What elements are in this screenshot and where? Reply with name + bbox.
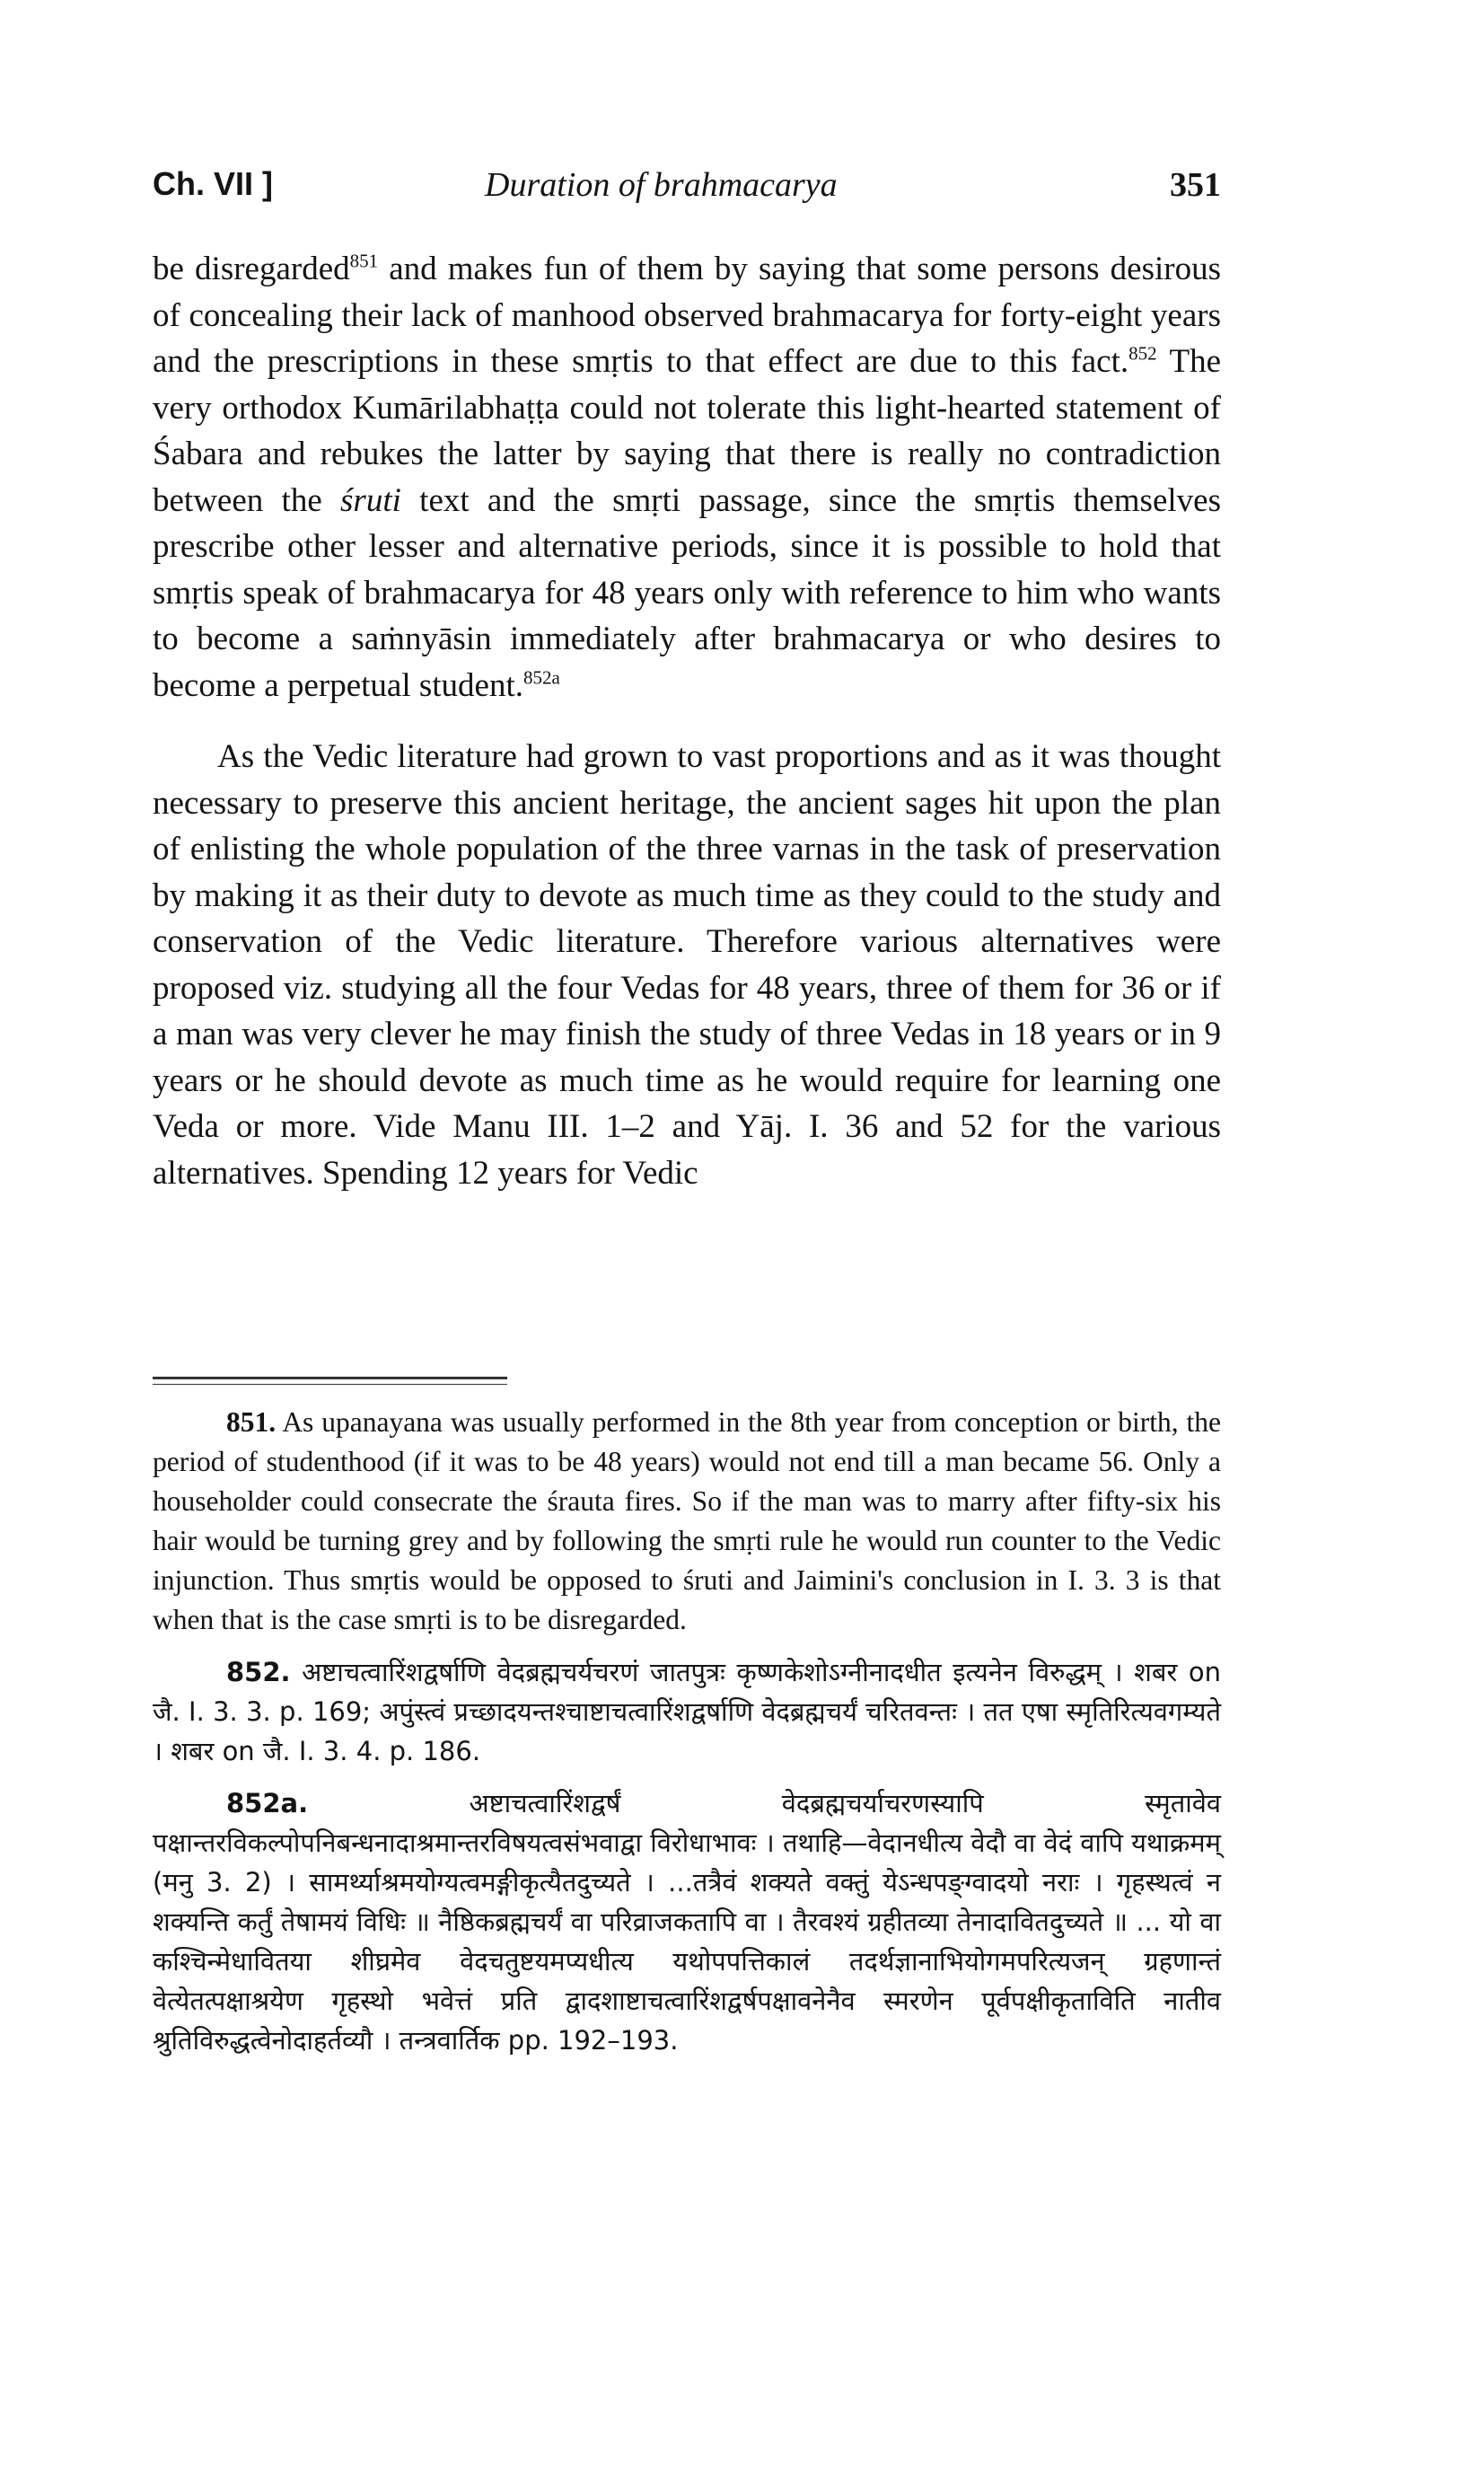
main-text — [153, 246, 1221, 1196]
footnote-852a — [153, 1783, 1221, 2060]
paragraph-2: As the Vedic literature had grown to vast proportions and as it was thought necessary to preserve this ancient heritage, the ancient sages hit upon the plan of enlisting the whole population of the three varnas in the task of preservation by making it as their duty to devote as much time as they could to the study and conservation of the Vedic literature. Therefore various alternatives were proposed viz. studying all the four Vedas for 48 years, three of them for 36 or if a man was very clever he may finish the study of three Vedas in 18 years or in 9 years or he should devote as much time as he would require for learning one Veda or more. Vide Manu III. 1–2 and Yāj. I. 36 and 52 for the various alternatives. Spending 12 years for Vedic — [153, 738, 1221, 1192]
paragraph-1-text-a: be disregarded — [153, 251, 350, 287]
footnote-852 — [153, 1652, 1221, 1771]
paragraph-1-text-b: and makes fun of them by saying that some persons desirous of concealing their lack of manhood observed brahmacarya for forty-eight years and the prescriptions in these smṛtis to that effect are due to this fact. — [153, 251, 1221, 380]
running-title: Duration of brahmacarya — [485, 166, 838, 204]
footnote-text: As upanayana was usually performed in the 8th year from conception or birth, the period of studenthood (if it was to be 48 years) would not end till a man became 56. Only a householder could consecrate the śrauta fires. So if the man was to marry after fifty-six his hair would be turning grey and by following the smṛti rule he would run counter to the Vedic injunction. Thus smṛtis would be opposed to śruti and Jaimini's conclusion in I. 3. 3 is that when that is the case smṛti is to be disregarded. — [153, 1406, 1221, 1635]
footnote-text: अष्टाचत्वारिंशद्वर्षं वेदब्रह्मचर्याचरणस्यापि स्मृतावेव पक्षान्तरविकल्पोपनिबन्धनादाश्रमान्तरविषयत्वसंभवाद्वा विरोधाभावः । तथाहि—वेदानधीत्य वेदौ वा वेदं वापि यथाक्रमम् (मनु 3. 2) । सामर्थ्याश्रमयोग्यत्वमङ्गीकृत्यैतदुच्यते । ...तत्रैवं शक्यते वक्तुं येऽन्धपङ्ग्वादयो नराः । गृहस्थत्वं न शक्यन्ति कर्तुं तेषामयं विधिः ॥ नैष्ठिकब्रह्मचर्यं वा परिव्राजकतापि वा । तैरवश्यं ग्रहीतव्या तेनादावितदुच्यते ॥ ... यो वा कश्चिन्मेधावितया शीघ्रमेव वेदचतुष्टयमप्यधीत्य यथोपपत्तिकालं तदर्थज्ञानाभियोगमपरित्यजन् ग्रहणान्तं वेत्येतत्पक्षाश्रयेण गृहस्थो भवेत्तं प्रति द्वादशाष्टाचत्वारिंशद्वर्षपक्षावनेनैव स्मरणेन पूर्वपक्षीकृताविति नातीव श्रुतिविरुद्धत्वेनोदाहर्तव्यौ । तन्त्रवार्तिक pp. 192–193. — [153, 1788, 1221, 2056]
chapter-label: Ch. VII ] — [153, 165, 273, 202]
footnotes — [153, 1403, 1221, 2073]
footnote-text: अष्टाचत्वारिंशद्वर्षाणि वेदब्रह्मचर्यचरणं जातपुत्रः कृष्णकेशोऽग्नीनादधीत इत्यनेन विरुद्धम् । शबर on जै. I. 3. 3. p. 169; अपुंस्त्वं प्रच्छादयन्तश्चाष्टाचत्वारिंशद्वर्षाणि वेदब्रह्मचर्यं चरितवन्तः । तत एषा स्मृतिरित्यवगम्यते । शबर on जै. I. 3. 4. p. 186. — [153, 1657, 1222, 1766]
footnote-number: 852. — [226, 1657, 291, 1687]
footnote-ref-851: 851 — [349, 250, 379, 272]
paragraph-1-text-d: text and the smṛti passage, since the smṛtis themselves prescribe other lesser and alternative periods, since it is possible to hold that smṛtis speak of brahmacarya for 48 years only with reference to him who wants to become a saṁnyāsin immediately after brahmacarya or who desires to become a perpetual student. — [153, 481, 1221, 704]
footnote-separator-thin — [153, 1384, 507, 1385]
page-number: 351 — [1170, 166, 1221, 204]
running-header — [153, 165, 1221, 219]
footnote-851 — [153, 1403, 1221, 1640]
footnote-separator — [153, 1377, 507, 1379]
paragraph-1 — [153, 246, 1221, 709]
footnote-number: 851. — [226, 1406, 277, 1438]
footnote-ref-852a: 852a — [523, 666, 560, 689]
footnote-ref-852: 852 — [1128, 342, 1157, 365]
paragraph-1-text-c: The very orthodox Kumārilabhaṭṭa could not tolerate this light-hearted statement of Śabara and rebukes the latter by saying that there is really no contradiction between the — [153, 343, 1221, 519]
sruti-term: śruti — [340, 481, 401, 519]
footnote-number: 852a. — [226, 1788, 309, 1818]
